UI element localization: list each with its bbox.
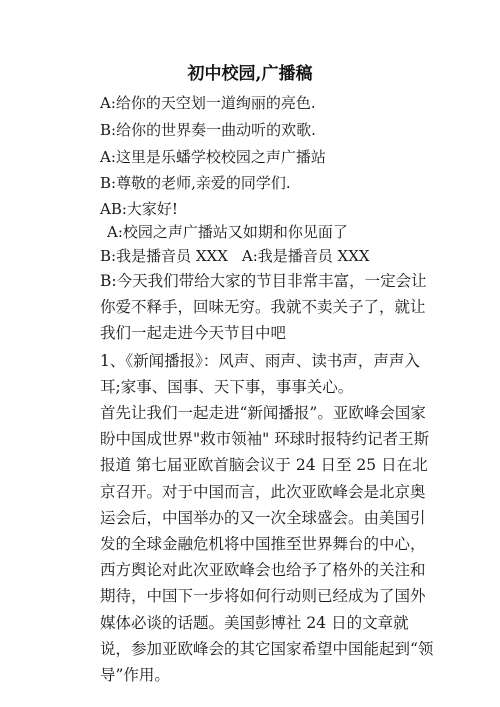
- paragraph: [62, 400, 438, 688]
- document-title: 初中校园,广播稿: [187, 64, 313, 84]
- paragraph-text: 首先让我们一起走进“新闻播报”。亚欧峰会国家盼中国成世界"救市领袖" 环球时报特约记者王斯报道 第七届亚欧首脑会议于 24 日至 25 日在北京召开。对于中国而言，此次亚欧峰会是北京奥运会后，中国举办的又一次全球盛会。由美国引发的全球金融危机将中国推至世界舞台的中心，西方舆论对此次亚欧峰会也给予了格外的关注和期待，中国下一步将如何行动则已经成为了国外媒体必谈的话题。美国彭博社 24 日的文章就说，参加亚欧峰会的其它国家希望中国能起到“领导”作用。: [100, 404, 434, 685]
- paragraph-text: B:今天我们带给大家的节目非常丰富，一定会让你爱不释手，回味无穷。我就不卖关子了，就让我们一起走进今天节目中吧: [100, 272, 427, 343]
- dialog-line: B:给你的世界奏一曲动听的欢歌.: [100, 121, 316, 139]
- dialog-line: A:给你的天空划一道绚丽的亮色.: [100, 94, 316, 112]
- announcer-a-intro: A:我是播音员 XXX: [241, 247, 370, 265]
- dialog-line: A:校园之声广播站又如期和你见面了: [107, 223, 348, 241]
- announcer-introductions: [100, 246, 370, 266]
- announcer-b-intro: B:我是播音员 XXX: [100, 247, 228, 265]
- dialog-line: A:这里是乐蟠学校校园之声广播站: [100, 148, 326, 166]
- paragraph: [62, 348, 438, 400]
- dialog-line: AB:大家好!: [100, 200, 178, 218]
- dialog-line: B:尊敬的老师,亲爱的同学们.: [100, 174, 291, 192]
- paragraph: [62, 268, 438, 347]
- paragraph-text: 1、《新闻播报》：风声、雨声、读书声，声声入耳;家事、国事、天下事，事事关心。: [100, 352, 420, 397]
